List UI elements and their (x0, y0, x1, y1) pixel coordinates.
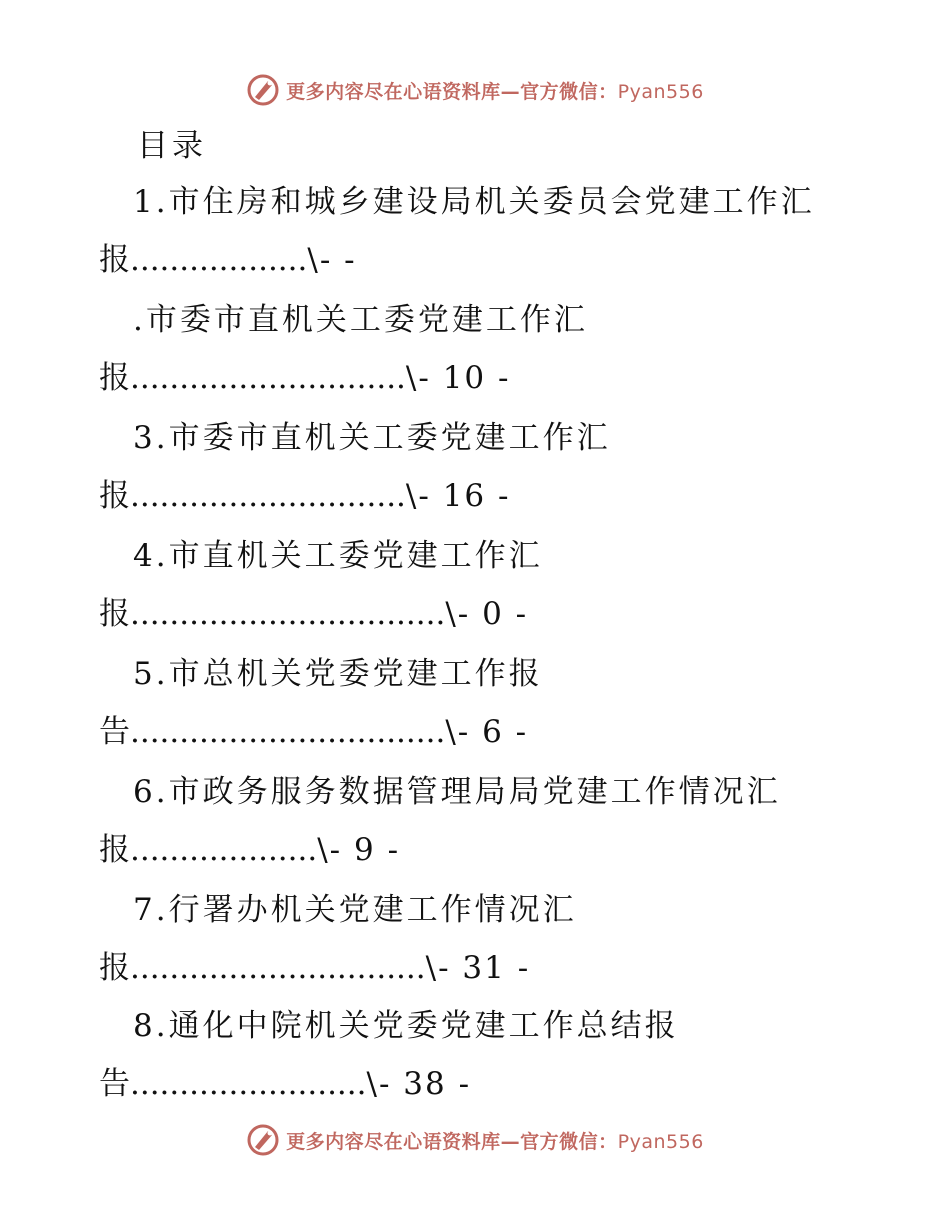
banner-text: 更多内容尽在心语资料库—官方微信：Pyan556 (286, 80, 704, 103)
footer-banner (0, 1120, 950, 1160)
toc-entry-page: \- - (307, 242, 357, 278)
toc-entry-leader: 报..................\- - (99, 242, 357, 278)
toc-entry-page: \- 38 - (366, 1066, 472, 1102)
toc-entry-title: 5.市总机关党委党建工作报 (133, 656, 543, 692)
toc-entry-leader: 告................................\- 6 - (99, 714, 529, 750)
pen-circle-logo-icon (246, 73, 280, 107)
toc-entry-title: 6.市政务服务数据管理局局党建工作情况汇 (133, 774, 781, 810)
toc-entry-leader: 报...................\- 9 - (99, 832, 401, 868)
header-banner (0, 70, 950, 110)
toc-entry-title: 1.市住房和城乡建设局机关委员会党建工作汇 (133, 184, 815, 220)
toc-entry-title: .市委市直机关工委党建工作汇 (133, 302, 588, 338)
toc-entry-leader: 报............................\- 10 - (99, 360, 511, 396)
toc-entry-page: \- 10 - (405, 360, 511, 396)
toc-entry-page: \- 9 - (317, 832, 401, 868)
toc-entry-leader: 报..............................\- 31 - (99, 950, 531, 986)
toc-entry-page: \- 6 - (445, 714, 529, 750)
toc-entry-leader: 报................................\- 0 - (99, 596, 529, 632)
pen-circle-logo-icon (246, 1123, 280, 1157)
toc-entry-leader: 告........................\- 38 - (99, 1066, 472, 1102)
toc-entry-page: \- 0 - (445, 596, 529, 632)
toc-entry-page: \- 16 - (405, 478, 511, 514)
toc-entry-title: 4.市直机关工委党建工作汇 (133, 538, 543, 574)
toc-entry-page: \- 31 - (425, 950, 531, 986)
toc-entry-leader: 报............................\- 16 - (99, 478, 511, 514)
toc-title: 目录 (137, 128, 207, 164)
banner-text: 更多内容尽在心语资料库—官方微信：Pyan556 (286, 1130, 704, 1153)
toc-entry-title: 7.行署办机关党建工作情况汇 (133, 892, 577, 928)
toc-entry-title: 8.通化中院机关党委党建工作总结报 (133, 1008, 679, 1044)
toc-entry-title: 3.市委市直机关工委党建工作汇 (133, 420, 611, 456)
